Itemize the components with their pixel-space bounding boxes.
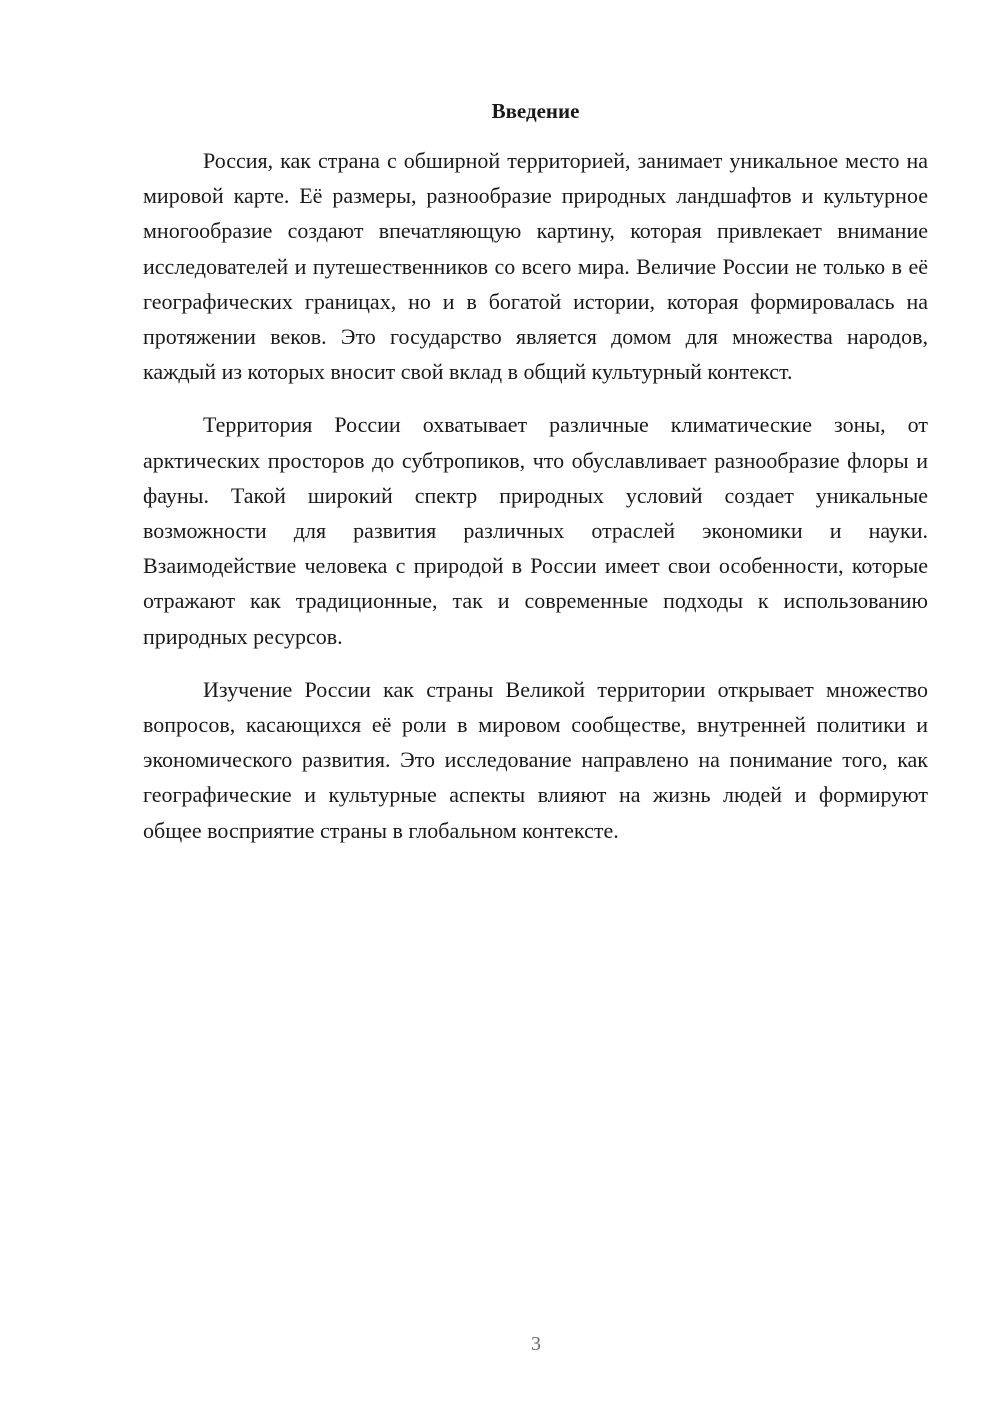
section-heading: Введение — [491, 99, 580, 123]
paragraph-3: Изучение России как страны Великой территории открывает множество вопросов, касающихся её роли в мировом сообществе, внутренней политики и экономического развития. Это исследование направлено на понимание того, как географические и культурные аспекты влияют на жизнь людей и формируют общее восприятие страны в глобальном контексте. — [143, 676, 928, 843]
paragraph-2: Территория России охватывает различные климатические зоны, от арктических просторов до субтропиков, что обуславливает разнообразие флоры и фауны. Такой широкий спектр природных условий создает уникальные возможности для развития различных отраслей экономики и науки. Взаимодействие человека с природой в России имеет свои особенности, которые отражают как традиционные, так и современные подходы к использованию природных ресурсов. — [143, 412, 928, 649]
paragraph-1: Россия, как страна с обширной территорией, занимает уникальное место на мировой карте. Её размеры, разнообразие природных ландшафтов и культурное многообразие создают впечатляющую картину, которая привлекает внимание исследователей и путешественников со всего мира. Величие России не только в её географических границах, но и в богатой истории, которая формировалась на протяжении веков. Это государство является домом для множества народов, каждый из которых вносит свой вклад в общий культурный контекст. — [143, 148, 928, 385]
page-number: 3 — [531, 1333, 541, 1355]
page-content — [143, 94, 928, 866]
